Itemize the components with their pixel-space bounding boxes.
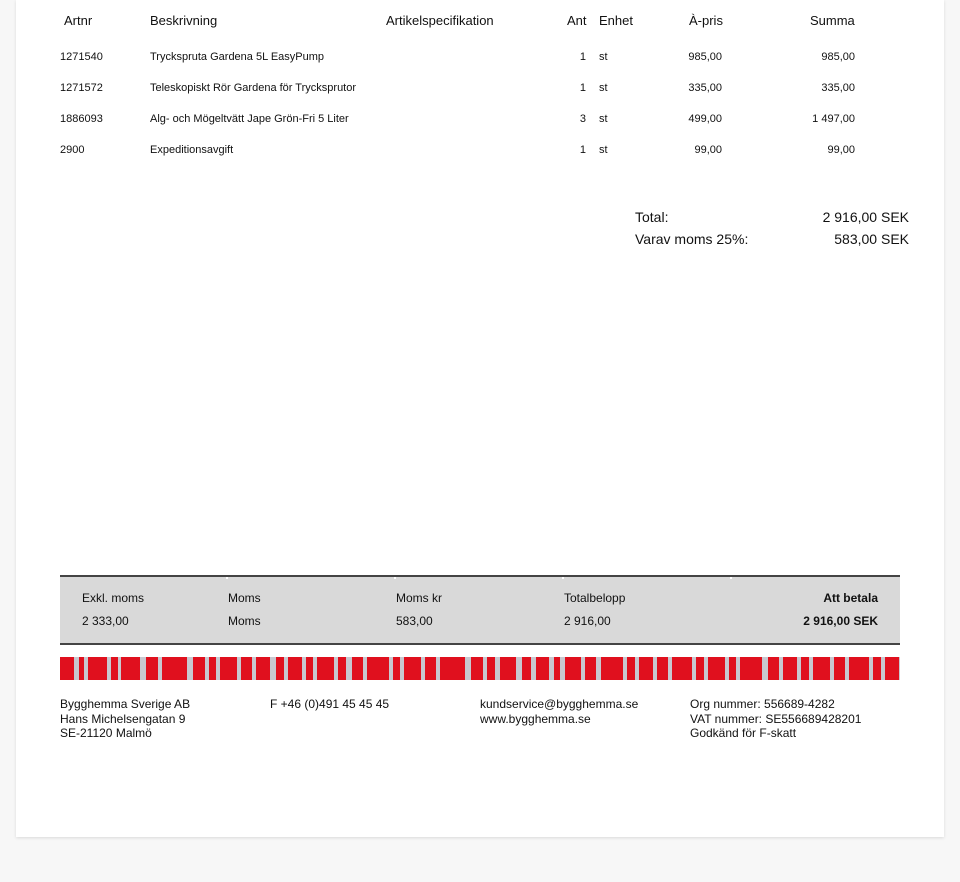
footer-address <box>60 697 190 741</box>
totalbelopp-label: Totalbelopp <box>564 591 626 605</box>
moms-value: Moms <box>228 614 261 628</box>
barcode-bar <box>601 657 623 680</box>
row-ant: 1 <box>579 144 586 156</box>
row-beskrivning: Alg- och Mögeltvätt Jape Grön-Fri 5 Liter <box>150 113 349 125</box>
att-betala-value: 2 916,00 SEK <box>803 614 878 628</box>
barcode-bar <box>783 657 797 680</box>
footer-contact-phone <box>270 697 389 712</box>
footer-web: www.bygghemma.se <box>480 711 591 726</box>
header-ant: Ant <box>567 13 587 28</box>
barcode-bar <box>834 657 845 680</box>
row-apris: 335,00 <box>688 82 722 94</box>
header-artikelspecifikation: Artikelspecifikation <box>386 13 494 28</box>
footer-street: Hans Michelsengatan 9 <box>60 711 186 726</box>
barcode-bar <box>220 657 237 680</box>
header-enhet: Enhet <box>599 13 633 28</box>
totalbelopp-value: 2 916,00 <box>564 614 611 628</box>
barcode-bar <box>288 657 302 680</box>
row-summa: 985,00 <box>821 51 855 63</box>
barcode-bar <box>729 657 736 680</box>
total-label: Total: <box>635 209 669 225</box>
row-apris: 99,00 <box>694 144 722 156</box>
barcode-bar <box>111 657 118 680</box>
barcode-bar <box>768 657 779 680</box>
barcode-bar <box>885 657 899 680</box>
moms-label: Moms <box>228 591 261 605</box>
vat-value: 583,00 SEK <box>834 231 909 247</box>
footer-org: Org nummer: 556689-4282 <box>690 697 835 711</box>
barcode-bar <box>696 657 704 680</box>
att-betala-label: Att betala <box>823 591 878 605</box>
footer-fskatt: Godkänd för F-skatt <box>690 726 797 740</box>
barcode-bar <box>487 657 495 680</box>
header-artnr: Artnr <box>64 13 93 28</box>
barcode-bar <box>317 657 334 680</box>
header-apris: À-pris <box>689 13 723 28</box>
row-ant: 1 <box>579 51 586 63</box>
row-ant: 3 <box>579 113 586 125</box>
barcode-bar <box>639 657 653 680</box>
row-artnr: 2900 <box>60 144 85 156</box>
moms-kr-label: Moms kr <box>396 591 442 605</box>
barcode-bar <box>367 657 389 680</box>
barcode-bar <box>404 657 421 680</box>
barcode-bar <box>440 657 465 680</box>
footer-company: Bygghemma Sverige AB <box>60 697 191 711</box>
header-beskrivning: Beskrivning <box>150 13 218 28</box>
barcode-bar <box>256 657 270 680</box>
barcode-bar <box>425 657 436 680</box>
footer-phone: F +46 (0)491 45 45 45 <box>270 697 390 711</box>
row-summa: 335,00 <box>821 82 855 94</box>
barcode-bar <box>849 657 868 680</box>
barcode-bar <box>88 657 107 680</box>
row-beskrivning: Tryckspruta Gardena 5L EasyPump <box>150 51 325 63</box>
header-summa: Summa <box>810 13 855 28</box>
row-ant: 1 <box>579 82 586 94</box>
row-enhet: st <box>599 51 608 63</box>
barcode-bar <box>162 657 187 680</box>
barcode-bar <box>500 657 517 680</box>
footer-city: SE-21120 Malmö <box>60 726 152 740</box>
barcode-bar <box>565 657 582 680</box>
barcode-bar <box>627 657 635 680</box>
vat-label: Varav moms 25%: <box>635 231 749 247</box>
row-artnr: 1271572 <box>60 82 103 94</box>
footer-vat: VAT nummer: SE556689428201 <box>690 711 862 726</box>
barcode-bar <box>471 657 483 680</box>
barcode-bar <box>146 657 158 680</box>
payment-summary <box>60 575 900 645</box>
moms-kr-value: 583,00 <box>396 614 433 628</box>
barcode-bar <box>352 657 363 680</box>
barcode-bar <box>657 657 668 680</box>
barcode-bar <box>585 657 596 680</box>
barcode-bar <box>554 657 561 680</box>
barcode-bar <box>338 657 346 680</box>
row-summa: 1 497,00 <box>812 113 855 125</box>
row-beskrivning: Teleskopiskt Rör Gardena för Trycksprutor <box>150 82 357 94</box>
barcode-bar <box>708 657 725 680</box>
barcode-bar <box>276 657 284 680</box>
barcode-bar <box>209 657 216 680</box>
barcode-bar <box>813 657 830 680</box>
barcode-bar <box>121 657 140 680</box>
row-summa: 99,00 <box>827 144 855 156</box>
barcode-bar <box>306 657 313 680</box>
total-value: 2 916,00 SEK <box>822 209 909 225</box>
footer-email: kundservice@bygghemma.se <box>480 697 639 711</box>
row-enhet: st <box>599 113 608 125</box>
invoice-page <box>16 0 944 837</box>
barcode-stripe <box>60 657 900 680</box>
row-enhet: st <box>599 82 608 94</box>
row-apris: 985,00 <box>688 51 722 63</box>
barcode-bar <box>801 657 809 680</box>
barcode-bar <box>393 657 400 680</box>
barcode-bar <box>241 657 252 680</box>
footer-registration <box>690 697 861 741</box>
row-enhet: st <box>599 144 608 156</box>
row-artnr: 1271540 <box>60 51 103 63</box>
barcode-bar <box>740 657 762 680</box>
barcode-bar <box>193 657 205 680</box>
barcode-bar <box>873 657 881 680</box>
exkl-moms-label: Exkl. moms <box>82 591 145 605</box>
barcode-bar <box>522 657 532 680</box>
row-artnr: 1886093 <box>60 113 103 125</box>
barcode-bar <box>672 657 691 680</box>
row-apris: 499,00 <box>688 113 722 125</box>
barcode-bar <box>60 657 74 680</box>
barcode-bar <box>536 657 550 680</box>
footer-contact-online <box>480 697 638 726</box>
exkl-moms-value: 2 333,00 <box>82 614 129 628</box>
row-beskrivning: Expeditionsavgift <box>150 144 234 156</box>
